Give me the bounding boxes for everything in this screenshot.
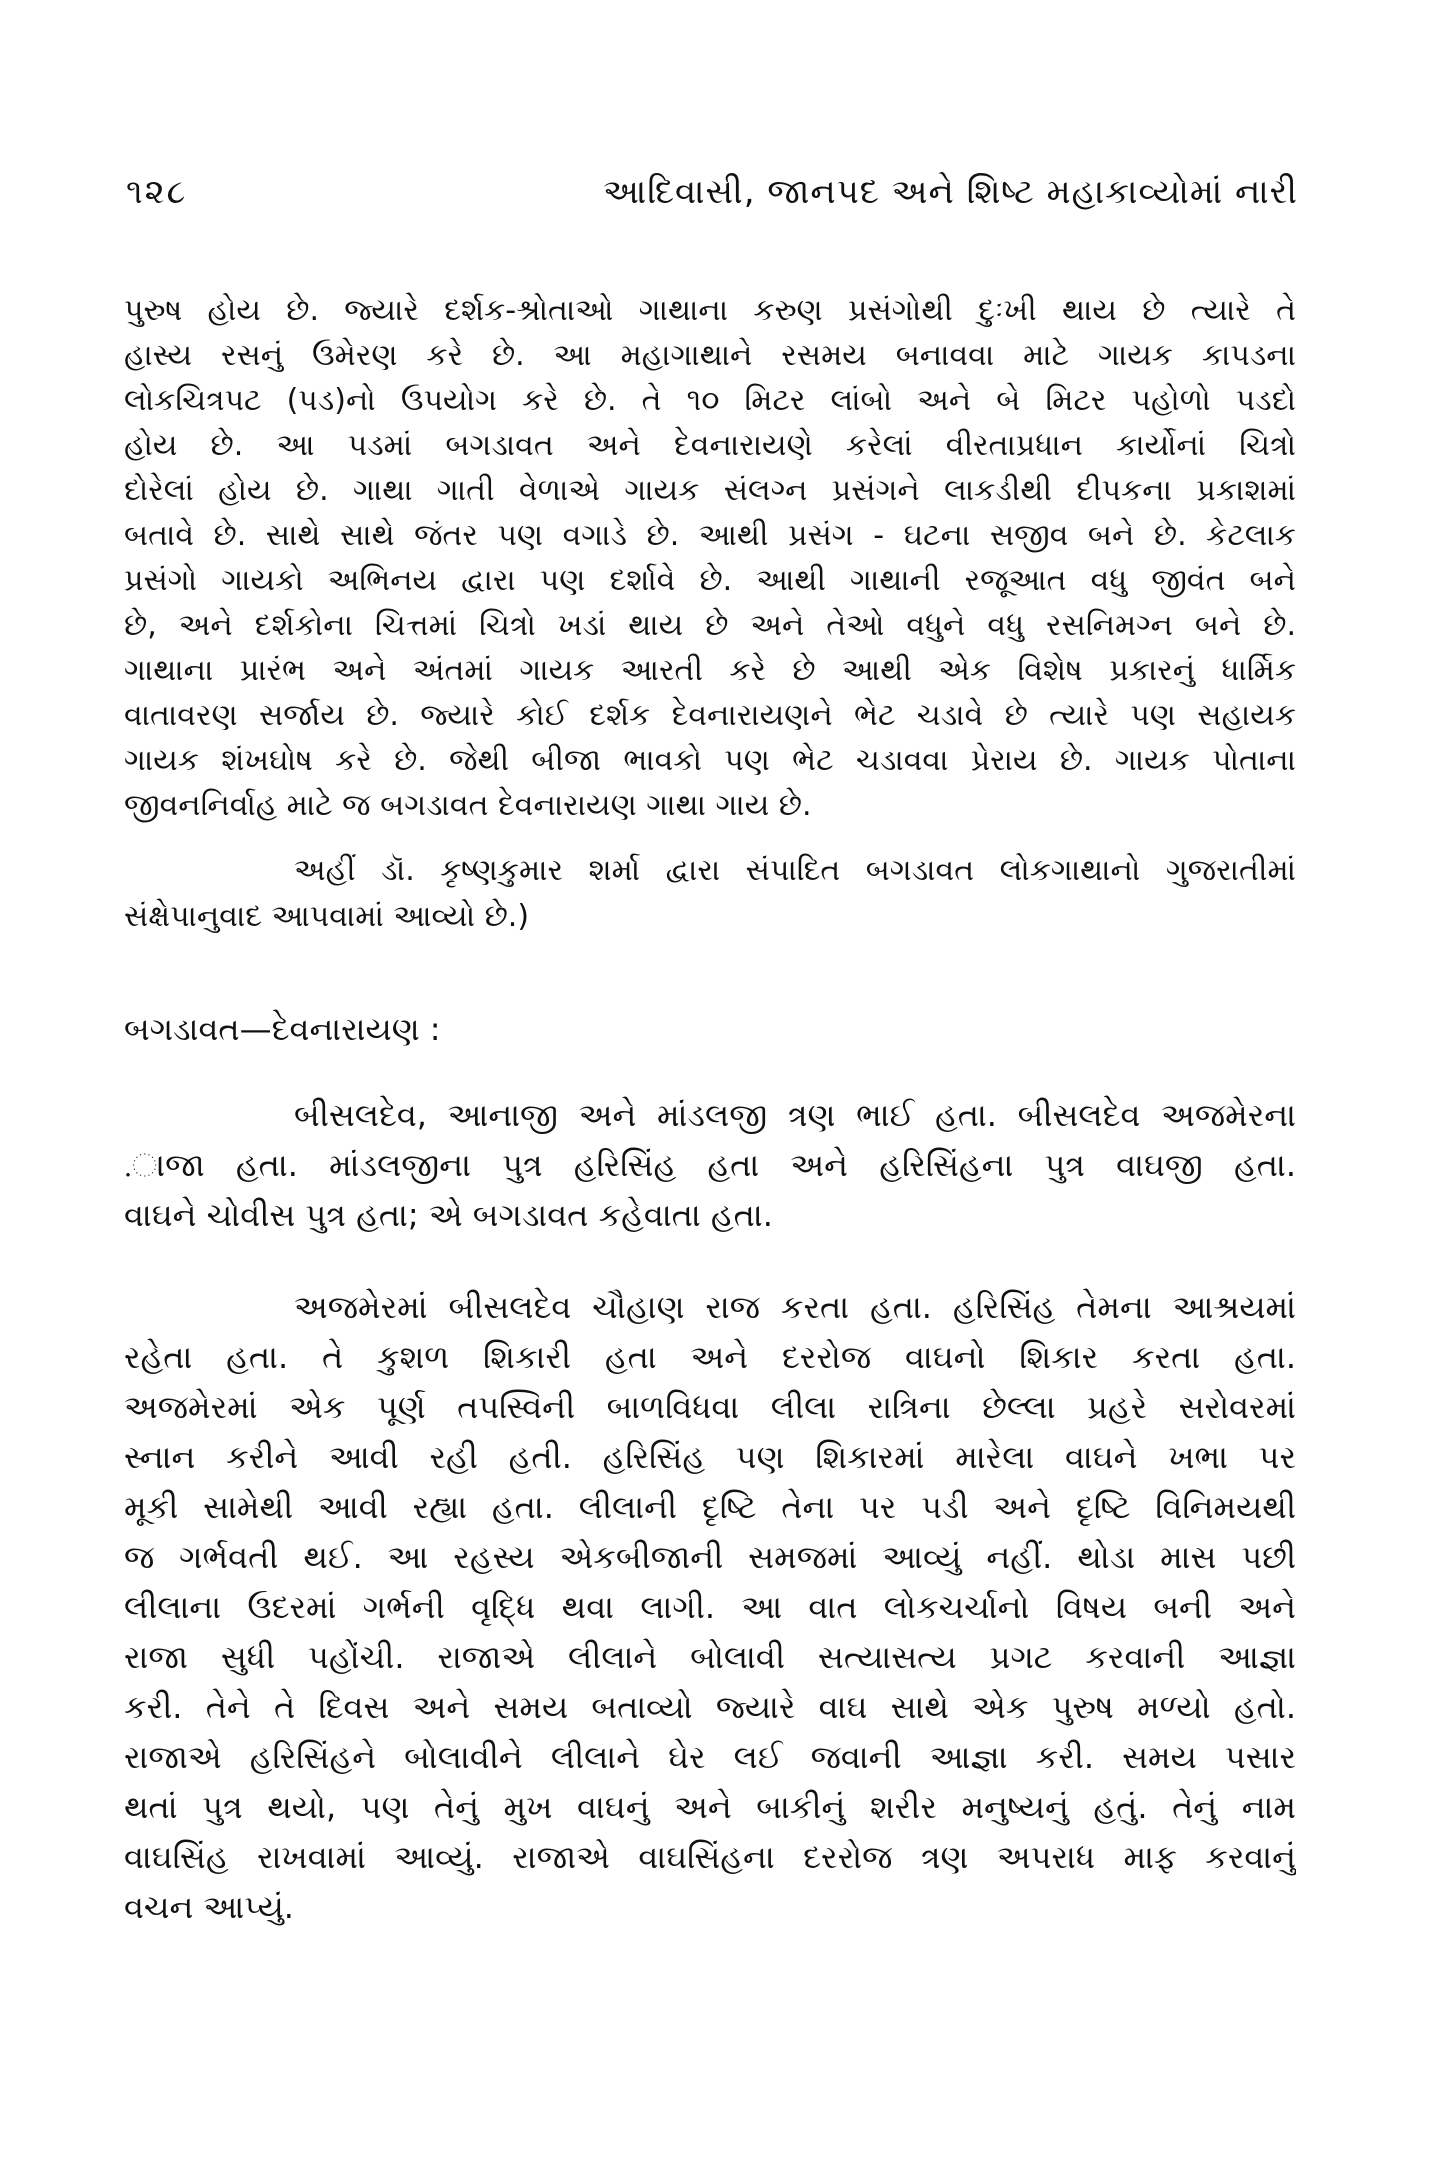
body-line: વચન આપ્યું. bbox=[124, 1888, 294, 1926]
body-line: બીસલદેવ, આનાજી અને માંડલજી ત્રણ ભાઈ હતા. બીસલદેવ અજમેરના bbox=[294, 1096, 1296, 1134]
body-line: પુરુષ હોય છે. જ્યારે દર્શક-શ્રોતાઓ ગાથાના કરુણ પ્રસંગોથી દુઃખી થાય છે ત્યારે તે bbox=[124, 293, 1296, 328]
body-line: હાસ્ય રસનું ઉમેરણ કરે છે. આ મહાગાથાને રસમય બનાવવા માટે ગાયક કાપડના bbox=[124, 338, 1296, 373]
body-line: છે, અને દર્શકોના ચિત્તમાં ચિત્રો ખડાં થાય છે અને તેઓ વધુને વધુ રસનિમગ્ન બને છે. bbox=[124, 608, 1296, 643]
body-line: રાજાએ હરિસિંહને બોલાવીને લીલાને ઘેર લઈ જવાની આજ્ઞા કરી. સમય પસાર bbox=[124, 1738, 1296, 1776]
body-line: પ્રસંગો ગાયકો અભિનય દ્વારા પણ દર્શાવે છે. આથી ગાથાની રજૂઆત વધુ જીવંત બને bbox=[124, 563, 1296, 598]
body-line: ગાથાના પ્રારંભ અને અંતમાં ગાયક આરતી કરે છે આથી એક વિશેષ પ્રકારનું ધાર્મિક bbox=[124, 653, 1296, 688]
body-line: જ ગર્ભવતી થઈ. આ રહસ્ય એકબીજાની સમજમાં આવ્યું નહીં. થોડા માસ પછી bbox=[124, 1538, 1296, 1576]
running-title: આદિવાસી, જાનપદ અને શિષ્ટ મહાકાવ્યોમાં નારી bbox=[603, 172, 1298, 212]
body-line: રાજા સુધી પહોંચી. રાજાએ લીલાને બોલાવી સત્યાસત્ય પ્રગટ કરવાની આજ્ઞા bbox=[124, 1638, 1296, 1676]
page-number: ૧૨૮ bbox=[126, 172, 188, 212]
body-line: વાતાવરણ સર્જાય છે. જ્યારે કોઈ દર્શક દેવનારાયણને ભેટ ચડાવે છે ત્યારે પણ સહાયક bbox=[124, 698, 1296, 733]
body-line: અજમેરમાં બીસલદેવ ચૌહાણ રાજ કરતા હતા. હરિસિંહ તેમના આશ્રયમાં bbox=[294, 1288, 1296, 1326]
body-line: અજમેરમાં એક પૂર્ણ તપસ્વિની બાળવિધવા લીલા રાત્રિના છેલ્લા પ્રહરે સરોવરમાં bbox=[124, 1388, 1296, 1426]
page-header bbox=[118, 172, 1298, 222]
body-line: રહેતા હતા. તે કુશળ શિકારી હતા અને દરરોજ વાઘનો શિકાર કરતા હતા. bbox=[124, 1338, 1296, 1376]
body-line: કરી. તેને તે દિવસ અને સમય બતાવ્યો જ્યારે વાઘ સાથે એક પુરુષ મળ્યો હતો. bbox=[124, 1688, 1296, 1726]
body-line: સંક્ષેપાનુવાદ આપવામાં આવ્યો છે.) bbox=[124, 899, 530, 934]
body-line: વાઘસિંહ રાખવામાં આવ્યું. રાજાએ વાઘસિંહના દરરોજ ત્રણ અપરાધ માફ કરવાનું bbox=[124, 1838, 1296, 1876]
body-line: સ્નાન કરીને આવી રહી હતી. હરિસિંહ પણ શિકારમાં મારેલા વાઘને ખભા પર bbox=[124, 1438, 1296, 1476]
body-line: દોરેલાં હોય છે. ગાથા ગાતી વેળાએ ગાયક સંલગ્ન પ્રસંગને લાકડીથી દીપકના પ્રકાશમાં bbox=[124, 473, 1296, 508]
body-line: ગાયક શંખઘોષ કરે છે. જેથી બીજા ભાવકો પણ ભેટ ચડાવવા પ્રેરાય છે. ગાયક પોતાના bbox=[124, 743, 1296, 778]
body-line: બતાવે છે. સાથે સાથે જંતર પણ વગાડે છે. આથી પ્રસંગ - ઘટના સજીવ બને છે. કેટલાક bbox=[124, 518, 1296, 553]
body-line: લીલાના ઉદરમાં ગર્ભની વૃદ્ધિ થવા લાગી. આ વાત લોકચર્ચાનો વિષય બની અને bbox=[124, 1588, 1296, 1626]
body-line: હોય છે. આ પડમાં બગડાવત અને દેવનારાયણે કરેલાં વીરતાપ્રધાન કાર્યોનાં ચિત્રો bbox=[124, 428, 1296, 463]
body-line: વાઘને ચોવીસ પુત્ર હતા; એ બગડાવત કહેવાતા હતા. bbox=[124, 1196, 773, 1234]
body-line: મૂકી સામેથી આવી રહ્યા હતા. લીલાની દૃષ્ટિ તેના પર પડી અને દૃષ્ટિ વિનિમયથી bbox=[124, 1488, 1296, 1526]
body-line: જીવનનિર્વાહ માટે જ બગડાવત દેવનારાયણ ગાથા ગાય છે. bbox=[124, 788, 812, 823]
body-line: .ાજા હતા. માંડલજીના પુત્ર હરિસિંહ હતા અને હરિસિંહના પુત્ર વાઘજી હતા. bbox=[124, 1146, 1296, 1184]
body-line: લોકચિત્રપટ (પડ)નો ઉપયોગ કરે છે. તે ૧૦ મિટર લાંબો અને બે મિટર પહોળો પડદો bbox=[124, 383, 1296, 418]
body-line: અહીં ડૉ. કૃષ્ણકુમાર શર્મા દ્વારા સંપાદિત બગડાવત લોકગાથાનો ગુજરાતીમાં bbox=[294, 853, 1296, 888]
section-heading: બગડાવત—દેવનારાયણ : bbox=[124, 1010, 441, 1048]
body-line: થતાં પુત્ર થયો, પણ તેનું મુખ વાઘનું અને બાકીનું શરીર મનુષ્યનું હતું. તેનું નામ bbox=[124, 1788, 1296, 1826]
